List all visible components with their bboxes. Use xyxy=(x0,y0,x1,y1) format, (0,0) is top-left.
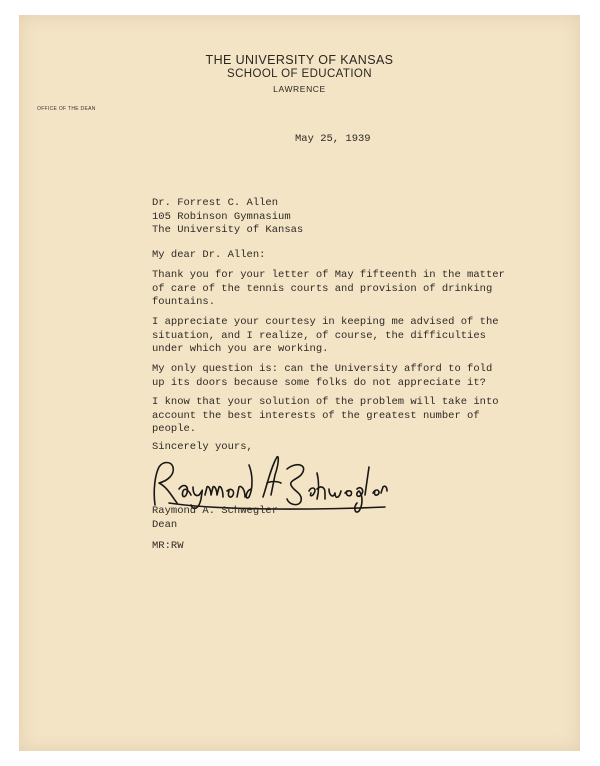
letterhead-city: LAWRENCE xyxy=(273,84,326,94)
paragraph-1-line-3: fountains. xyxy=(152,296,216,308)
letterhead-university: THE UNIVERSITY OF KANSAS xyxy=(205,53,394,67)
letter-page xyxy=(19,15,580,751)
paragraph-1-line-1: Thank you for your letter of May fifteenth in the matter xyxy=(152,269,505,281)
letterhead-school: SCHOOL OF EDUCATION xyxy=(227,68,372,80)
paragraph-3-line-2: up its doors because some folks do not appreciate it? xyxy=(152,376,486,389)
reference-initials: MR:RW xyxy=(152,540,184,552)
paragraph-1-line-2: of care of the tennis courts and provision of drinking xyxy=(152,282,493,295)
paragraph-2-line-2: situation, and I realize, of course, the difficulties xyxy=(152,329,486,342)
paragraph-4-line-3: people. xyxy=(152,423,197,435)
recipient-institution: The University of Kansas xyxy=(152,224,304,236)
recipient-address: 105 Robinson Gymnasium xyxy=(152,210,291,223)
paragraph-4-line-1: I know that your solution of the problem will take into xyxy=(152,396,499,408)
salutation: My dear Dr. Allen: xyxy=(152,249,266,261)
paragraph-2-line-1: I appreciate your courtesy in keeping me advised of the xyxy=(152,316,499,328)
closing: Sincerely yours, xyxy=(152,441,253,453)
recipient-name: Dr. Forrest C. Allen xyxy=(152,197,279,209)
paragraph-3-line-1: My only question is: can the University afford to fold xyxy=(152,363,493,375)
office-of-dean-label: OFFICE OF THE DEAN xyxy=(37,106,96,112)
paragraph-4-line-2: account the best interests of the greatest number of xyxy=(152,409,480,422)
paragraph-2-line-3: under which you are working. xyxy=(152,343,329,355)
signer-title: Dean xyxy=(152,518,178,531)
letter-date: May 25, 1939 xyxy=(295,133,371,145)
signer-name: Raymond A. Schwegler xyxy=(152,505,279,517)
